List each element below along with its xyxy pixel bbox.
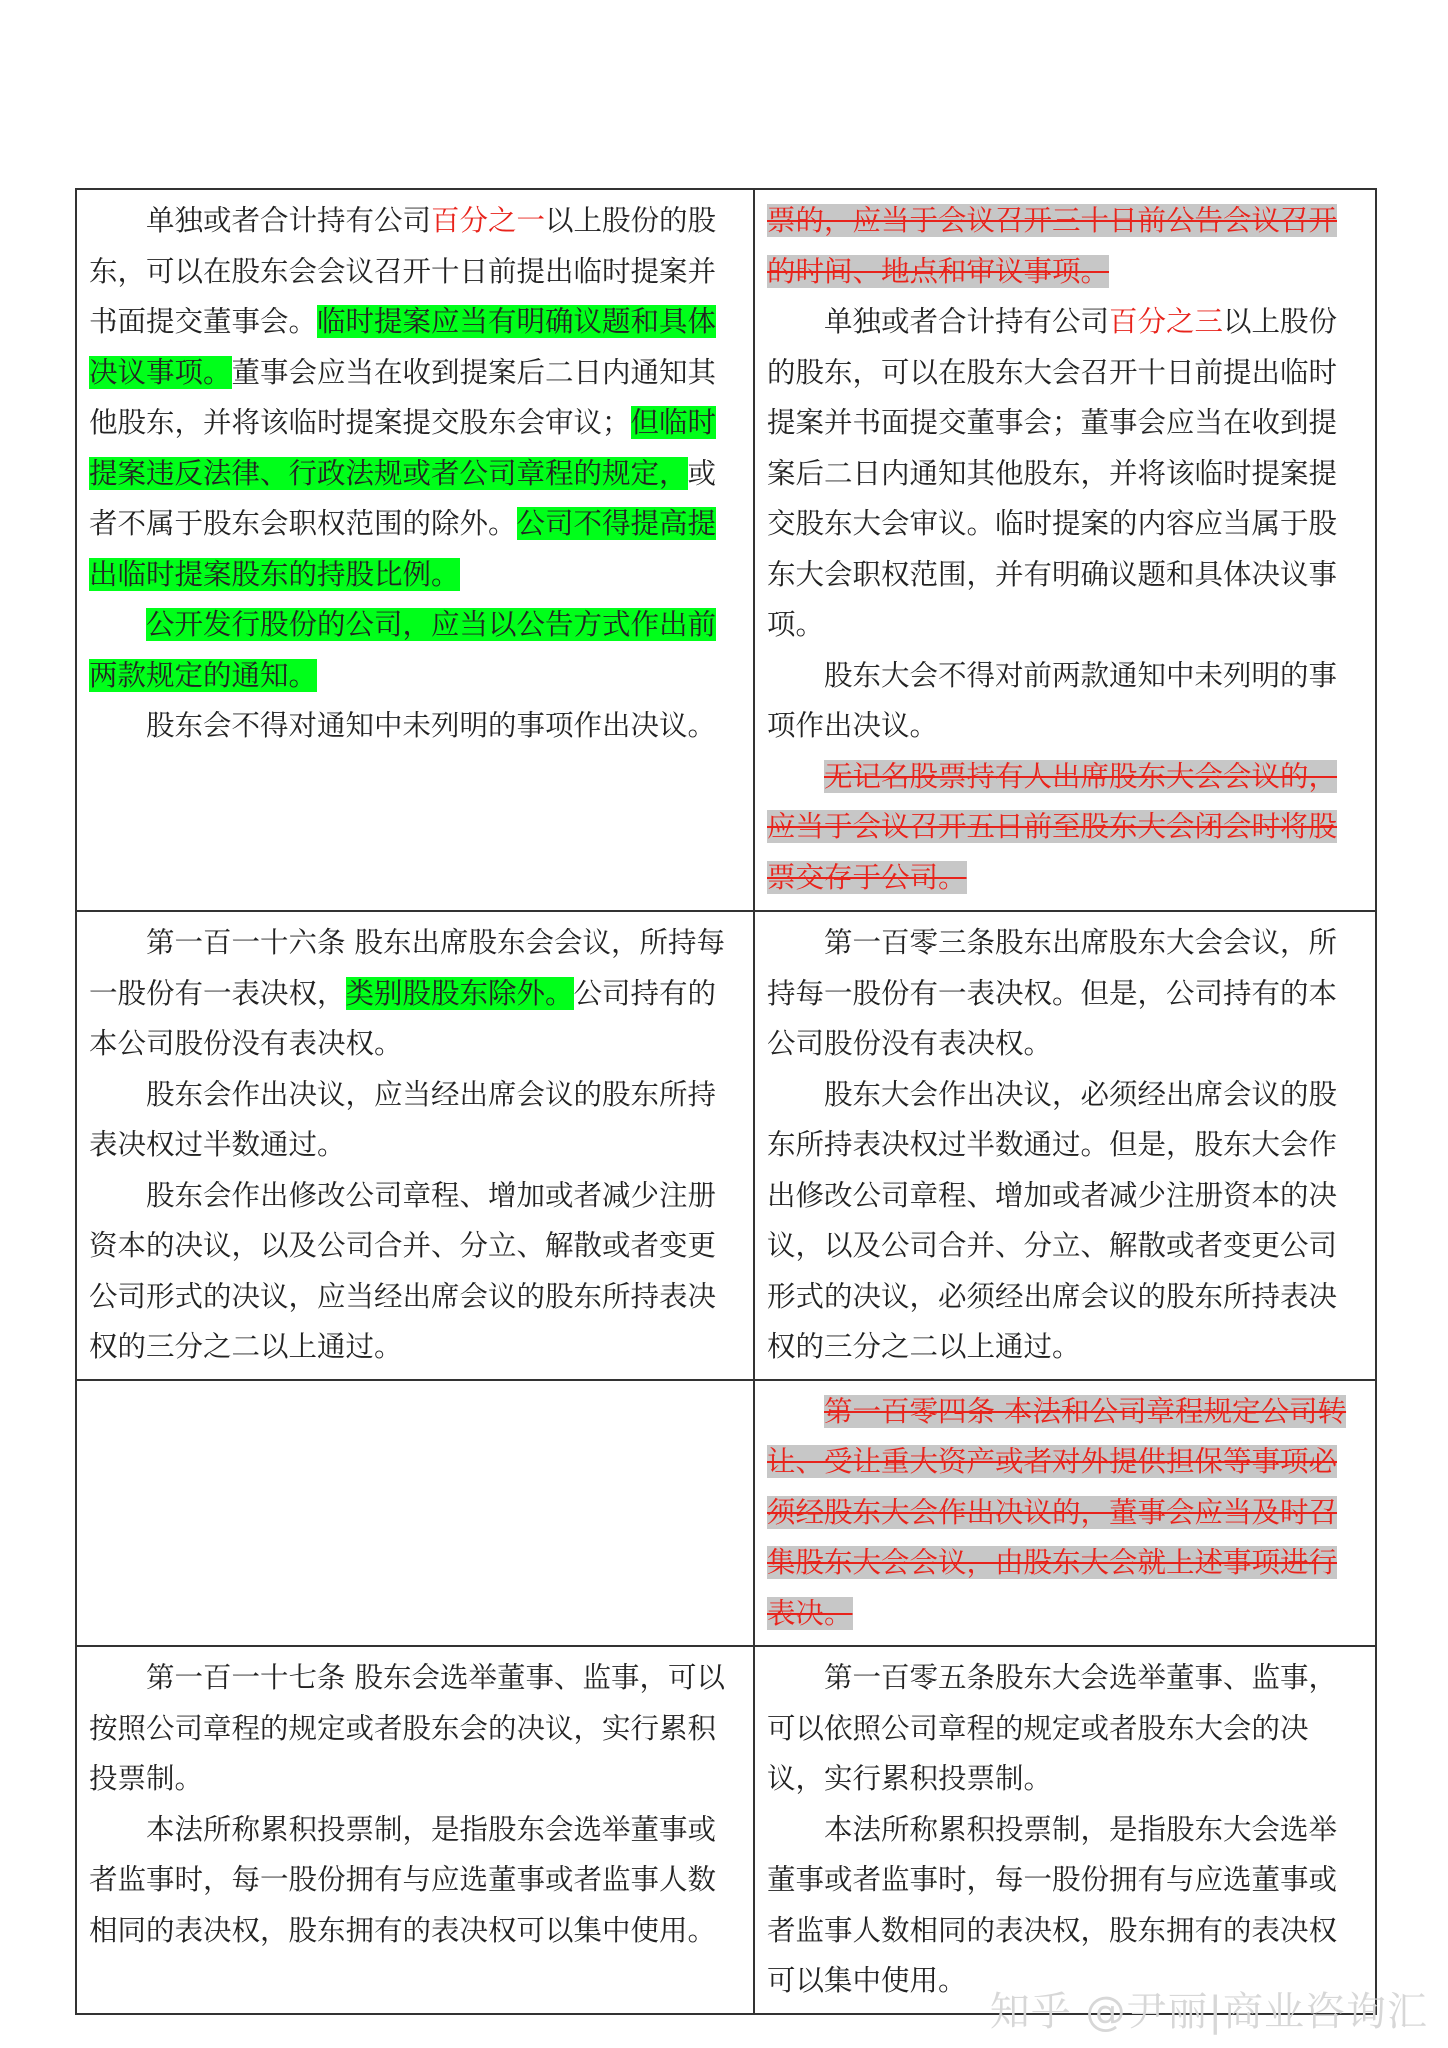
new-law-cell [76,189,754,911]
paragraph [767,297,1363,651]
text: 第一百零五条股东大会选举董事、监事，可以依照公司章程的规定或者股东大会的决议，实行累积投票制。 [767,1661,1338,1795]
paragraph [89,1805,741,1957]
text: 董事会应当在收到提案后二日内通知其他股东，并将该临时提案提交股东会审议； [89,355,717,439]
text: 以上股份的股东，可以在股东会会议召开十日前提出临时提案并书面提交董事会。 [89,204,717,338]
paragraph [767,1805,1363,2007]
new-law-cell-empty [76,1380,754,1647]
text: 第一百零三条股东出席股东大会会议，所持每一股份有一表决权。但是，公司持有的本公司股份没有表决权。 [767,926,1338,1060]
text: 单独或者合计持有公司 [146,204,432,237]
paragraph [767,1653,1363,1805]
text: 股东会作出决议，应当经出席会议的股东所持表决权过半数通过。 [89,1077,717,1161]
text: 股东会作出修改公司章程、增加或者减少注册资本的决议，以及公司合并、分立、解散或者变更公司形式的决议，应当经出席会议的股东所持表决权的三分之二以上通过。 [89,1178,717,1363]
text: 股东会不得对通知中未列明的事项作出决议。 [146,709,717,742]
added-text: 临时提案应当有明确议题和具体决议事项。 [89,305,717,389]
new-law-cell [76,911,754,1380]
table-row [76,911,1376,1380]
old-law-cell [754,911,1376,1380]
table-row [76,189,1376,911]
text: 本法所称累积投票制，是指股东会选举董事或者监事时，每一股份拥有与应选董事或者监事人数相同的表决权，股东拥有的表决权可以集中使用。 [89,1812,717,1947]
text: 第一百一十七条 股东会选举董事、监事，可以按照公司章程的规定或者股东会的决议，实行累积投票制。 [89,1661,726,1795]
added-text: 类别股股东除外。 [345,976,574,1010]
added-text: 公司不得提高提出临时提案股东的持股比例。 [89,507,717,591]
deleted-text: 票的，应当于会议召开三十日前公告会议召开的时间、地点和审议事项。 [767,204,1338,288]
text: 第一百一十六条 股东出席股东会会议，所持每一股份有一表决权， [89,926,726,1010]
added-text: 但临时提案违反法律、行政法规或者公司章程的规定， [89,406,717,490]
paragraph [89,918,741,1070]
paragraph [89,1171,741,1373]
old-law-cell [754,1646,1376,2014]
text: 或者不属于股东会职权范围的除外。 [89,456,717,540]
new-law-cell [76,1646,754,2014]
comparison-table [75,188,1377,2015]
paragraph [767,752,1363,904]
added-text: 公开发行股份的公司，应当以公告方式作出前两款规定的通知。 [89,608,717,692]
table-row [76,1380,1376,1647]
paragraph [767,651,1363,752]
paragraph [89,1653,741,1805]
changed-text: 百分之三 [1109,305,1224,338]
changed-text: 百分之一 [431,204,546,237]
text: 公司持有的本公司股份没有表决权。 [89,976,717,1060]
paragraph [767,1387,1363,1640]
old-law-cell [754,1380,1376,1647]
old-law-cell [754,189,1376,911]
paragraph [89,196,741,600]
text: 股东大会不得对前两款通知中未列明的事项作出决议。 [767,658,1338,742]
text: 股东大会作出决议，必须经出席会议的股东所持表决权过半数通过。但是，股东大会作出修改公司章程、增加或者减少注册资本的决议，以及公司合并、分立、解散或者变更公司形式的决议，必须经出席会议的股东所持表决权的三分之二以上通过。 [767,1077,1338,1363]
paragraph [767,1070,1363,1373]
paragraph [89,600,741,701]
deleted-text: 无记名股票持有人出席股东大会会议的，应当于会议召开五日前至股东大会闭会时将股票交存于公司。 [767,759,1338,894]
paragraph [767,196,1363,297]
text: 本法所称累积投票制，是指股东大会选举董事或者监事时，每一股份拥有与应选董事或者监事人数相同的表决权，股东拥有的表决权可以集中使用。 [767,1812,1338,1997]
text: 以上股份的股东，可以在股东大会召开十日前提出临时提案并书面提交董事会；董事会应当在收到提案后二日内通知其他股东，并将该临时提案提交股东大会审议。临时提案的内容应当属于股东大会职权范围，并有明确议题和具体决议事项。 [767,305,1338,641]
watermark: 知乎 @尹丽|商业咨询汇 [989,1989,1428,2035]
table-row [76,1646,1376,2014]
text: 单独或者合计持有公司 [824,305,1110,338]
deleted-text: 第一百零四条 本法和公司章程规定公司转让、受让重大资产或者对外提供担保等事项必须经股东大会作出决议的，董事会应当及时召集股东大会会议，由股东大会就上述事项进行表决。 [767,1394,1347,1630]
paragraph [89,701,741,752]
paragraph [767,918,1363,1070]
paragraph [89,1070,741,1171]
